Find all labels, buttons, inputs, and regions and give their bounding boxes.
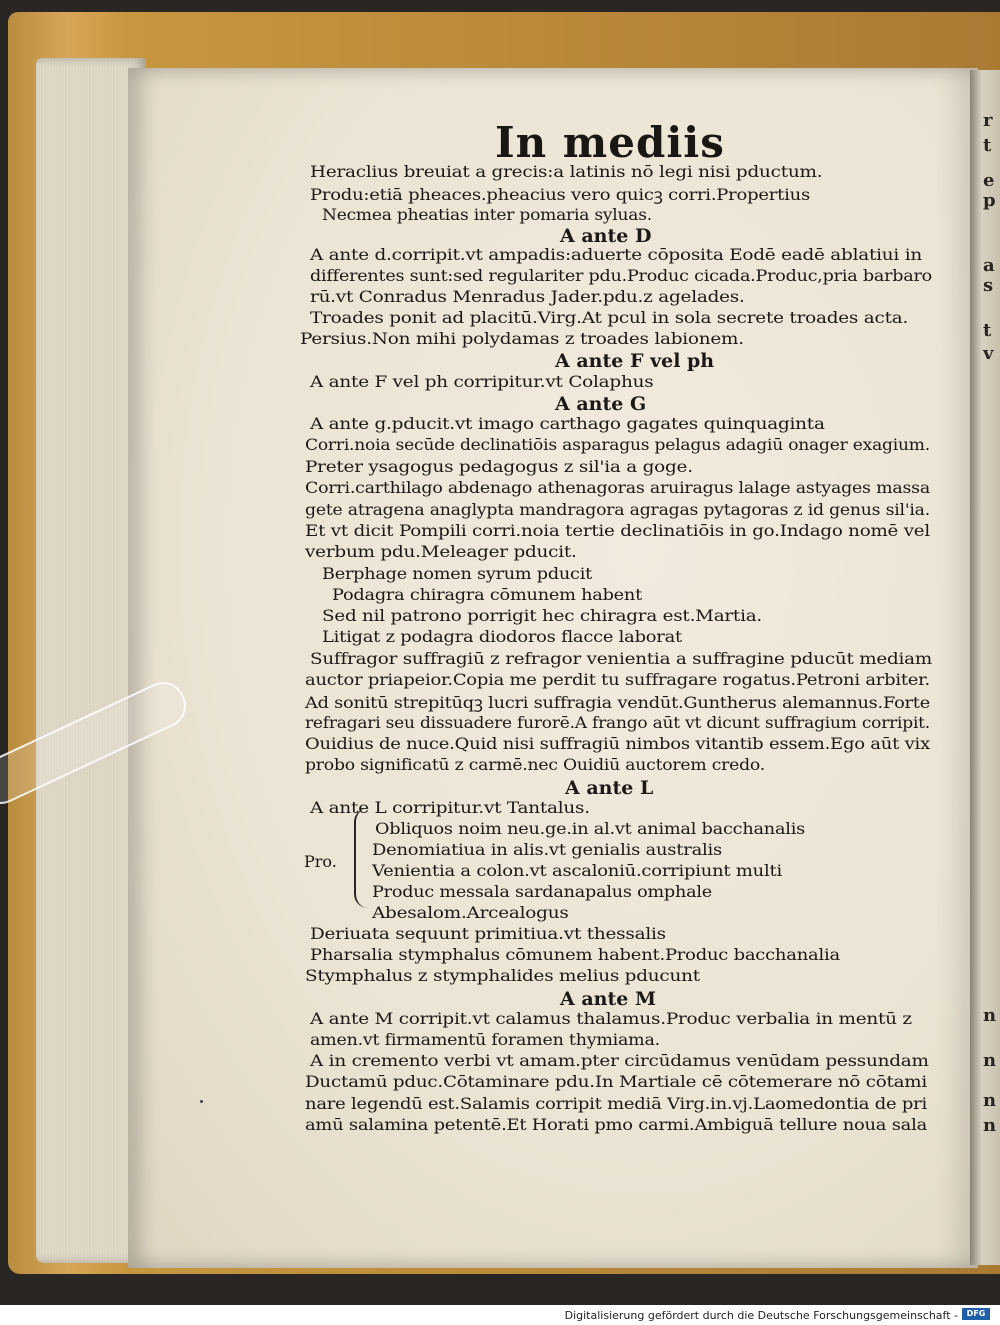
gutter-letter: n (983, 1005, 997, 1026)
gutter-letter: r (983, 110, 993, 131)
page-heading: In mediis (495, 118, 725, 167)
text-line: gete atragena anaglypta mandragora agragas pytagoras z id genus sil'ia. (305, 500, 930, 519)
text-line: differentes sunt:sed regulariter pdu.Produc cicada.Produc,pria barbaro (310, 266, 932, 285)
text-line: Ductamū pduc.Cōtaminare pdu.In Martiale cē cōtemerare nō cōtami (305, 1072, 927, 1091)
text-line: Preter ysagogus pedagogus z sil'ia a goge. (305, 457, 693, 476)
text-line: Corri.noia secūde declinatiōis asparagus pelagus adagiū onager exagium. (305, 435, 930, 454)
gutter-letter: e (983, 170, 995, 191)
section-subheading: A ante D (560, 225, 652, 247)
text-line: Obliquos noim neu.ge.in al.vt animal bacchanalis (375, 819, 805, 838)
text-line: Podagra chiragra cōmunem habent (332, 585, 642, 604)
text-line: Sed nil patrono porrigit hec chiragra est.Martia. (322, 606, 762, 625)
dfg-logo: DFG (962, 1308, 990, 1320)
text-line: Abesalom.Arcealogus (372, 903, 569, 922)
text-line: Heraclius breuiat a grecis:a latinis nō legi nisi pductum. (310, 162, 823, 181)
text-line: Denomiatiua in alis.vt genialis australis (372, 840, 722, 859)
text-line: amū salamina petentē.Et Horati pmo carmi.Ambiguā tellure noua sala (305, 1115, 927, 1134)
text-line: Venientia a colon.vt ascaloniū.corripiunt multi (372, 861, 782, 880)
text-line: Berphage nomen syrum pducit (322, 564, 592, 583)
gutter-letter: s (983, 275, 994, 296)
section-subheading: A ante F vel ph (555, 350, 715, 372)
margin-brace (354, 808, 370, 908)
gutter-letter: v (983, 343, 994, 364)
text-line: Suffragor suffragiū z refragor venientia a suffragine pducūt mediam (310, 649, 932, 668)
text-line: probo significatū z carmē.nec Ouidiū auctorem credo. (305, 755, 765, 774)
text-line: Produ:etiā pheaces.pheacius vero quicꝫ corri.Propertius (310, 185, 810, 204)
text-line: Troades ponit ad placitū.Virg.At pcul in sola secrete troades acta. (310, 308, 909, 327)
text-line: refragari seu dissuadere furorē.A frango aūt vt dicunt suffragium corripit. (305, 713, 930, 732)
margin-note-pro: Pro. (304, 852, 337, 871)
text-line: Et vt dicit Pompili corri.noia tertie declinatiōis in go.Indago nomē vel (305, 521, 930, 540)
section-subheading: A ante L (565, 777, 654, 799)
text-line: Produc messala sardanapalus omphale (372, 882, 712, 901)
section-subheading: A ante M (560, 988, 656, 1010)
text-line: auctor priapeior.Copia me perdit tu suffragare rogatus.Petroni arbiter. (305, 670, 930, 689)
text-line: A ante L corripitur.vt Tantalus. (310, 798, 590, 817)
text-line: A in cremento verbi vt amam.pter circūdamus venūdam pessundam (310, 1051, 929, 1070)
text-line: verbum pdu.Meleager pducit. (305, 542, 577, 561)
text-line: Ad sonitū strepitūqꝫ lucri suffragia vendūt.Guntherus alemannus.Forte (305, 693, 930, 712)
gutter-letter: n (983, 1050, 997, 1071)
text-line: Corri.carthilago abdenago athenagoras aruiragus lalage astyages massa (305, 478, 930, 497)
text-line: rū.vt Conradus Menradus Jader.pdu.z agelades. (310, 287, 745, 306)
text-line: Deriuata sequunt primitiua.vt thessalis (310, 924, 666, 943)
gutter-letter: p (983, 190, 996, 211)
text-line: A ante d.corripit.vt ampadis:aduerte cōposita Eodē eadē ablatiui in (310, 245, 922, 264)
text-line: Ouidius de nuce.Quid nisi suffragiū nimbos vitantib essem.Ego aūt vix (305, 734, 930, 753)
facing-page-gutter (970, 70, 1000, 1265)
text-line: Litigat z podagra diodoros flacce laborat (322, 627, 682, 646)
gutter-letter: n (983, 1090, 997, 1111)
footer-credit: Digitalisierung gefördert durch die Deutsche Forschungsgemeinschaft - (564, 1309, 958, 1322)
text-line: A ante g.pducit.vt imago carthago gagates quinquaginta (310, 414, 825, 433)
gutter-letter: a (983, 255, 995, 276)
gutter-letter: t (983, 135, 992, 156)
section-subheading: A ante G (555, 393, 647, 415)
text-line: A ante M corripit.vt calamus thalamus.Produc verbalia in mentū z (310, 1009, 912, 1028)
text-line: Pharsalia stymphalus cōmunem habent.Produc bacchanalia (310, 945, 840, 964)
page-speck (200, 1100, 203, 1103)
text-line: Necmea pheatias inter pomaria syluas. (322, 205, 652, 224)
gutter-letter: n (983, 1115, 997, 1136)
text-line: Stymphalus z stymphalides melius pducunt (305, 966, 700, 985)
gutter-letter: t (983, 320, 992, 341)
text-line: nare legendū est.Salamis corripit mediā Virg.in.vj.Laomedontia de pri (305, 1094, 927, 1113)
text-line: amen.vt firmamentū foramen thymiama. (310, 1030, 660, 1049)
text-line: A ante F vel ph corripitur.vt Colaphus (310, 372, 654, 391)
text-line: Persius.Non mihi polydamas z troades labionem. (300, 329, 744, 348)
